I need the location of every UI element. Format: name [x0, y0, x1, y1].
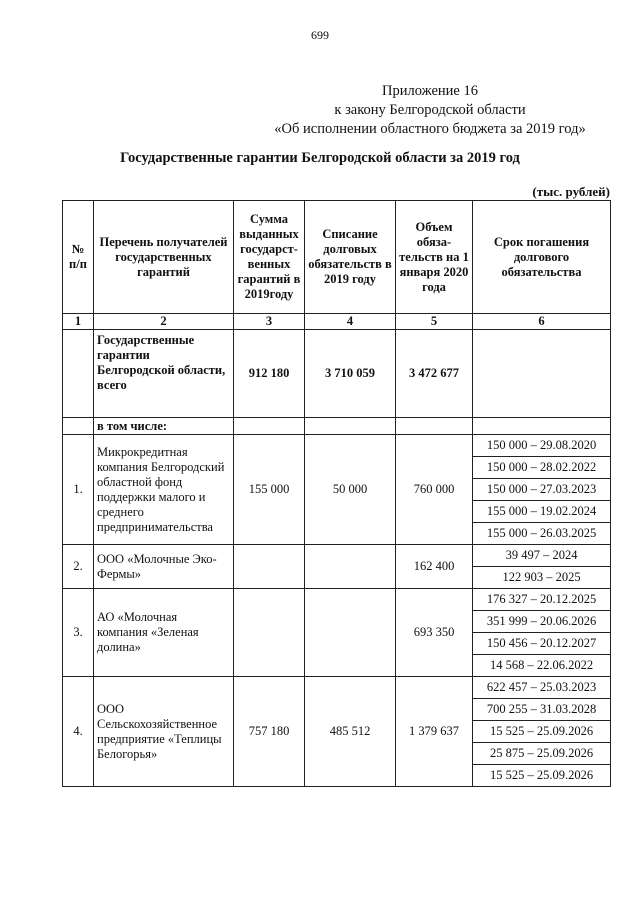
row-issued: 155 000 — [234, 435, 305, 545]
row-term: 150 456 – 20.12.2027 — [473, 633, 611, 655]
row-writeoff — [305, 545, 396, 589]
row-term: 25 875 – 25.09.2026 — [473, 743, 611, 765]
row-num: 3. — [63, 589, 94, 677]
table-row — [63, 435, 611, 457]
row-term: 150 000 – 28.02.2022 — [473, 457, 611, 479]
row-term: 15 525 – 25.09.2026 — [473, 721, 611, 743]
row-term: 351 999 – 20.06.2026 — [473, 611, 611, 633]
total-volume: 3 472 677 — [396, 330, 473, 418]
total-term-cell — [473, 330, 611, 418]
guarantees-table — [62, 200, 611, 787]
header-term: Срок погашения долгового обязательства — [473, 201, 611, 314]
header-volume: Объем обяза-тельств на 1 января 2020 года — [396, 201, 473, 314]
row-recipient: АО «Молочная компания «Зеленая долина» — [94, 589, 234, 677]
row-volume: 693 350 — [396, 589, 473, 677]
appendix-line-3: «Об исполнении областного бюджета за 2019 год» — [274, 121, 586, 137]
column-number-row — [63, 314, 611, 330]
header-issued: Сумма выданных государст-венных гарантий в 2019году — [234, 201, 305, 314]
including-row — [63, 418, 611, 435]
table-row — [63, 545, 611, 567]
row-term: 39 497 – 2024 — [473, 545, 611, 567]
row-term: 14 568 – 22.06.2022 — [473, 655, 611, 677]
row-term: 150 000 – 27.03.2023 — [473, 479, 611, 501]
col-number: 3 — [234, 314, 305, 330]
total-num-cell — [63, 330, 94, 418]
row-writeoff: 485 512 — [305, 677, 396, 787]
total-writeoff: 3 710 059 — [305, 330, 396, 418]
row-term: 155 000 – 19.02.2024 — [473, 501, 611, 523]
appendix-header — [250, 82, 610, 139]
row-num: 4. — [63, 677, 94, 787]
document-title: Государственные гарантии Белгородской области за 2019 год — [120, 150, 520, 166]
row-term: 150 000 – 29.08.2020 — [473, 435, 611, 457]
header-row — [63, 201, 611, 314]
total-issued: 912 180 — [234, 330, 305, 418]
row-recipient: ООО «Молочные Эко-Фермы» — [94, 545, 234, 589]
units-label: (тыс. рублей) — [532, 184, 610, 199]
col-number: 1 — [63, 314, 94, 330]
appendix-line-2: к закону Белгородской области — [334, 102, 526, 118]
col-number: 5 — [396, 314, 473, 330]
row-volume: 760 000 — [396, 435, 473, 545]
including-label: в том числе: — [94, 418, 234, 435]
header-writeoff: Списание долговых обязательств в 2019 году — [305, 201, 396, 314]
row-term: 15 525 – 25.09.2026 — [473, 765, 611, 787]
col-number: 4 — [305, 314, 396, 330]
row-volume: 1 379 637 — [396, 677, 473, 787]
row-num: 2. — [63, 545, 94, 589]
row-term: 700 255 – 31.03.2028 — [473, 699, 611, 721]
row-writeoff: 50 000 — [305, 435, 396, 545]
row-term: 122 903 – 2025 — [473, 567, 611, 589]
appendix-line-1: Приложение 16 — [382, 83, 478, 99]
row-recipient: ООО Сельскохозяйственное предприятие «Теплицы Белогорья» — [94, 677, 234, 787]
row-writeoff — [305, 589, 396, 677]
row-issued — [234, 545, 305, 589]
col-number: 2 — [94, 314, 234, 330]
total-row — [63, 330, 611, 418]
page-number: 699 — [311, 28, 329, 42]
row-term: 155 000 – 26.03.2025 — [473, 523, 611, 545]
row-volume: 162 400 — [396, 545, 473, 589]
row-term: 622 457 – 25.03.2023 — [473, 677, 611, 699]
col-number: 6 — [473, 314, 611, 330]
row-issued — [234, 589, 305, 677]
row-term: 176 327 – 20.12.2025 — [473, 589, 611, 611]
total-label: Государственные гарантии Белгородской области, всего — [94, 330, 234, 418]
table-row — [63, 677, 611, 699]
table-row — [63, 589, 611, 611]
header-recipients: Перечень получателей государственных гарантий — [94, 201, 234, 314]
row-recipient: Микрокредитная компания Белгородский областной фонд поддержки малого и среднего предпринимательства — [94, 435, 234, 545]
header-num: № п/п — [63, 201, 94, 314]
row-num: 1. — [63, 435, 94, 545]
row-issued: 757 180 — [234, 677, 305, 787]
